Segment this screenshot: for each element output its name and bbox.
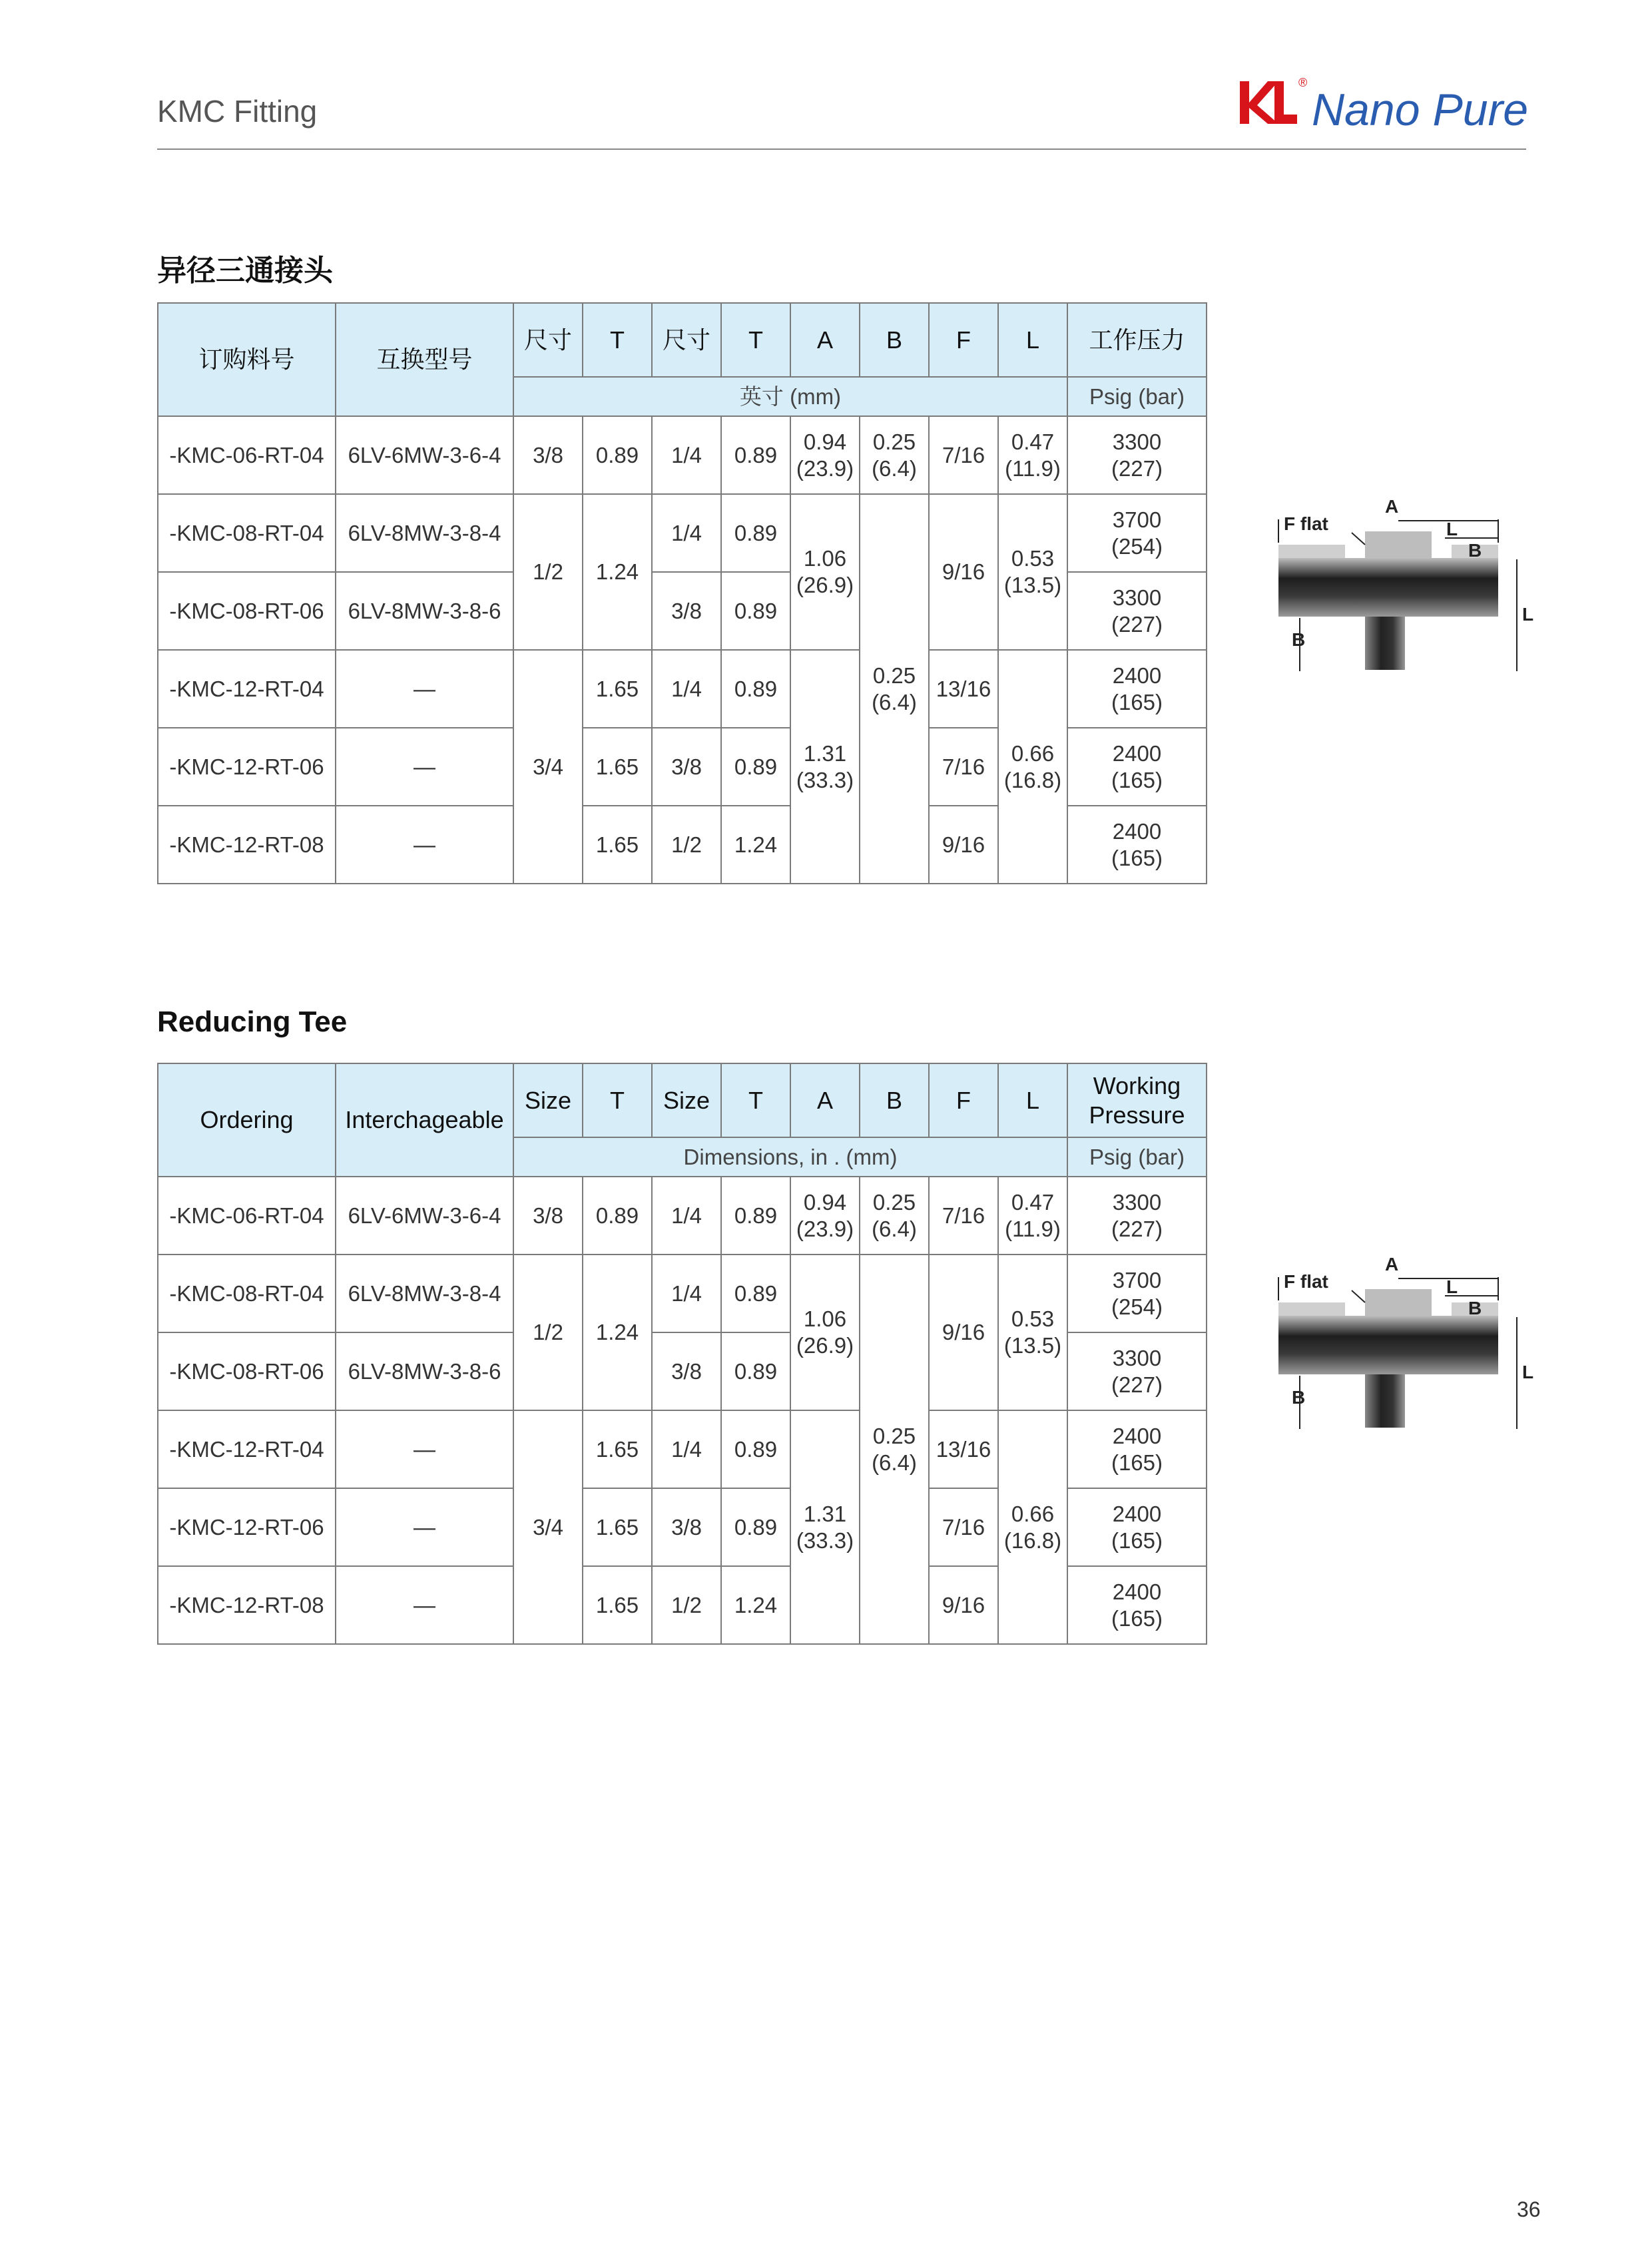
table-row (158, 494, 1207, 572)
cell-b: 0.25 (6.4) (860, 1255, 929, 1644)
cell-size1: 1/2 (513, 1255, 583, 1410)
cell-ordering: -KMC-06-RT-04 (158, 1177, 336, 1255)
label-f-flat: F flat (1284, 513, 1328, 534)
cell-size1: 3/4 (513, 1410, 583, 1644)
header-interchangeable: 互换型号 (336, 303, 513, 416)
cell-size2: 3/8 (652, 728, 721, 806)
cell-working-pressure: 3300 (227) (1067, 416, 1207, 494)
cell-size2: 1/4 (652, 1255, 721, 1332)
cell-a: 1.31 (33.3) (790, 1410, 860, 1644)
header-dimensions-unit: 英寸 (mm) (513, 377, 1067, 416)
page-number: 36 (1517, 2197, 1541, 2221)
cell-working-pressure: 3300 (227) (1067, 572, 1207, 650)
header-f: F (929, 303, 998, 377)
cell-interchangeable: — (336, 806, 513, 884)
cell-t2: 0.89 (721, 416, 790, 494)
cell-f: 13/16 (929, 650, 998, 728)
cell-interchangeable: — (336, 728, 513, 806)
cell-l: 0.47 (11.9) (998, 1177, 1067, 1255)
header-t2: T (721, 303, 790, 377)
cell-t1: 1.65 (583, 1488, 652, 1566)
leader-f-flat (1352, 533, 1365, 545)
cell-size1: 3/8 (513, 1177, 583, 1255)
cell-working-pressure: 2400 (165) (1067, 1488, 1207, 1566)
cell-f: 9/16 (929, 494, 998, 650)
tee-run-body (1278, 1316, 1498, 1374)
cell-t2: 0.89 (721, 1177, 790, 1255)
header-l: L (998, 1063, 1067, 1137)
cell-t2: 0.89 (721, 650, 790, 728)
nano-pure-logo (1237, 72, 1530, 139)
header-ordering: Ordering (158, 1063, 336, 1177)
tee-branch-body (1365, 1374, 1405, 1428)
cell-interchangeable: — (336, 1410, 513, 1488)
cell-size2: 1/4 (652, 1410, 721, 1488)
header-b: B (860, 303, 929, 377)
cell-f: 9/16 (929, 806, 998, 884)
cell-size2: 1/4 (652, 494, 721, 572)
header-working-pressure: Working Pressure (1067, 1063, 1207, 1137)
cell-a: 0.94 (23.9) (790, 416, 860, 494)
cell-size2: 1/4 (652, 416, 721, 494)
cell-ordering: -KMC-12-RT-04 (158, 650, 336, 728)
table-row (158, 1255, 1207, 1332)
cell-working-pressure: 3300 (227) (1067, 1177, 1207, 1255)
cell-working-pressure: 3700 (254) (1067, 494, 1207, 572)
cell-interchangeable: 6LV-6MW-3-6-4 (336, 1177, 513, 1255)
cell-f: 7/16 (929, 416, 998, 494)
cell-a: 1.31 (33.3) (790, 650, 860, 884)
header-size2: Size (652, 1063, 721, 1137)
label-l: L (1446, 519, 1458, 539)
cell-l: 0.53 (13.5) (998, 1255, 1067, 1410)
cell-ordering: -KMC-12-RT-06 (158, 1488, 336, 1566)
section-title-cn: 异径三通接头 (157, 254, 333, 287)
cell-ordering: -KMC-08-RT-04 (158, 1255, 336, 1332)
cell-ordering: -KMC-12-RT-08 (158, 1566, 336, 1644)
header-t1: T (583, 1063, 652, 1137)
cell-f: 7/16 (929, 1488, 998, 1566)
cell-b: 0.25 (6.4) (860, 1177, 929, 1255)
registered-mark: ® (1298, 76, 1308, 89)
cell-f: 13/16 (929, 1410, 998, 1488)
cell-l: 0.66 (16.8) (998, 650, 1067, 884)
spec-table-cn (157, 302, 1207, 884)
cell-t2: 0.89 (721, 1332, 790, 1410)
cell-t1: 1.24 (583, 1255, 652, 1410)
cell-working-pressure: 2400 (165) (1067, 1566, 1207, 1644)
cell-ordering: -KMC-12-RT-04 (158, 1410, 336, 1488)
tee-center-flat (1365, 1289, 1432, 1316)
cell-working-pressure: 2400 (165) (1067, 806, 1207, 884)
cell-t2: 0.89 (721, 572, 790, 650)
header-a: A (790, 303, 860, 377)
reducing-tee-diagram (1265, 466, 1545, 699)
cell-t1: 0.89 (583, 416, 652, 494)
cell-size2: 1/4 (652, 650, 721, 728)
kl-logo-mark (1240, 81, 1297, 124)
cell-ordering: -KMC-08-RT-04 (158, 494, 336, 572)
header-t2: T (721, 1063, 790, 1137)
label-l: L (1446, 1276, 1458, 1297)
table-row (158, 1410, 1207, 1488)
tee-run-body (1278, 558, 1498, 617)
cell-interchangeable: 6LV-6MW-3-6-4 (336, 416, 513, 494)
header-size1: 尺寸 (513, 303, 583, 377)
cell-t2: 1.24 (721, 806, 790, 884)
cell-t1: 1.65 (583, 1410, 652, 1488)
cell-t1: 0.89 (583, 1177, 652, 1255)
cell-f: 9/16 (929, 1255, 998, 1410)
label-b-side: B (1292, 629, 1306, 650)
cell-interchangeable: — (336, 650, 513, 728)
cell-interchangeable: 6LV-8MW-3-8-4 (336, 1255, 513, 1332)
tee-left-flat (1278, 545, 1345, 558)
cell-size2: 3/8 (652, 572, 721, 650)
header-l: L (998, 303, 1067, 377)
cell-interchangeable: — (336, 1566, 513, 1644)
cell-working-pressure: 3300 (227) (1067, 1332, 1207, 1410)
cell-interchangeable: — (336, 1488, 513, 1566)
cell-t1: 1.65 (583, 728, 652, 806)
cell-working-pressure: 2400 (165) (1067, 728, 1207, 806)
cell-l: 0.53 (13.5) (998, 494, 1067, 650)
cell-a: 0.94 (23.9) (790, 1177, 860, 1255)
label-l-side: L (1522, 604, 1534, 625)
cell-a: 1.06 (26.9) (790, 1255, 860, 1410)
cell-interchangeable: 6LV-8MW-3-8-6 (336, 572, 513, 650)
cell-b: 0.25 (6.4) (860, 416, 929, 494)
cell-size1: 1/2 (513, 494, 583, 650)
cell-size2: 1/2 (652, 1566, 721, 1644)
cell-size2: 1/4 (652, 1177, 721, 1255)
cell-interchangeable: 6LV-8MW-3-8-4 (336, 494, 513, 572)
section-title-en: Reducing Tee (157, 1005, 348, 1038)
cell-f: 7/16 (929, 1177, 998, 1255)
header-working-pressure: 工作压力 (1067, 303, 1207, 377)
header-size2: 尺寸 (652, 303, 721, 377)
cell-t2: 0.89 (721, 1255, 790, 1332)
label-b-side: B (1292, 1387, 1306, 1408)
table-row (158, 1177, 1207, 1255)
tee-left-flat (1278, 1302, 1345, 1316)
logo-text: Nano Pure (1312, 85, 1529, 135)
header-dimensions-unit: Dimensions, in . (mm) (513, 1137, 1067, 1177)
cell-size2: 1/2 (652, 806, 721, 884)
cell-t2: 0.89 (721, 1410, 790, 1488)
cell-size2: 3/8 (652, 1332, 721, 1410)
cell-t2: 0.89 (721, 494, 790, 572)
cell-a: 1.06 (26.9) (790, 494, 860, 650)
header-divider (157, 148, 1526, 150)
cell-l: 0.66 (16.8) (998, 1410, 1067, 1644)
cell-ordering: -KMC-06-RT-04 (158, 416, 336, 494)
cell-t1: 1.65 (583, 806, 652, 884)
tee-center-flat (1365, 531, 1432, 558)
cell-f: 7/16 (929, 728, 998, 806)
cell-size1: 3/8 (513, 416, 583, 494)
table-row (158, 416, 1207, 494)
header-interchangeable: Interchageable (336, 1063, 513, 1177)
page-header-title: KMC Fitting (157, 94, 318, 129)
cell-size2: 3/8 (652, 1488, 721, 1566)
cell-l: 0.47 (11.9) (998, 416, 1067, 494)
cell-working-pressure: 2400 (165) (1067, 650, 1207, 728)
spec-table-en (157, 1063, 1207, 1645)
cell-ordering: -KMC-12-RT-06 (158, 728, 336, 806)
leader-f-flat (1352, 1290, 1365, 1302)
header-ordering: 订购料号 (158, 303, 336, 416)
label-b: B (1468, 1298, 1482, 1318)
cell-interchangeable: 6LV-8MW-3-8-6 (336, 1332, 513, 1410)
tee-branch-body (1365, 617, 1405, 670)
cell-t1: 1.65 (583, 1566, 652, 1644)
header-a: A (790, 1063, 860, 1137)
cell-f: 9/16 (929, 1566, 998, 1644)
cell-t1: 1.65 (583, 650, 652, 728)
label-a: A (1385, 1254, 1399, 1274)
label-l-side: L (1522, 1362, 1534, 1382)
header-b: B (860, 1063, 929, 1137)
cell-t2: 0.89 (721, 728, 790, 806)
cell-ordering: -KMC-12-RT-08 (158, 806, 336, 884)
header-size1: Size (513, 1063, 583, 1137)
cell-t2: 0.89 (721, 1488, 790, 1566)
header-f: F (929, 1063, 998, 1137)
cell-working-pressure: 3700 (254) (1067, 1255, 1207, 1332)
table-row (158, 650, 1207, 728)
cell-size1: 3/4 (513, 650, 583, 884)
label-f-flat: F flat (1284, 1271, 1328, 1292)
cell-ordering: -KMC-08-RT-06 (158, 1332, 336, 1410)
label-b: B (1468, 540, 1482, 561)
reducing-tee-diagram (1265, 1224, 1545, 1457)
label-a: A (1385, 496, 1399, 517)
header-pressure-unit: Psig (bar) (1067, 377, 1207, 416)
cell-t2: 1.24 (721, 1566, 790, 1644)
cell-b: 0.25 (6.4) (860, 494, 929, 884)
cell-ordering: -KMC-08-RT-06 (158, 572, 336, 650)
header-t1: T (583, 303, 652, 377)
cell-working-pressure: 2400 (165) (1067, 1410, 1207, 1488)
header-pressure-unit: Psig (bar) (1067, 1137, 1207, 1177)
cell-t1: 1.24 (583, 494, 652, 650)
